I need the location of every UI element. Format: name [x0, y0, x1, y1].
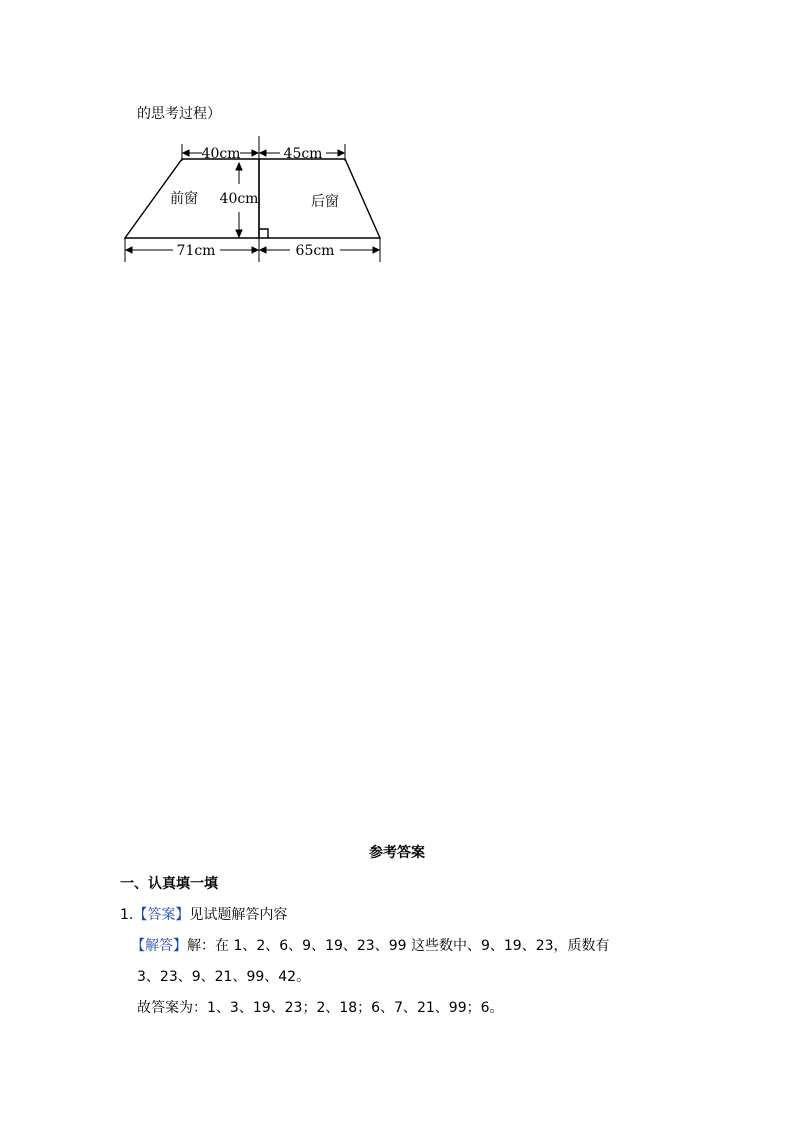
part-heading: 一、认真填一填 [120, 876, 218, 892]
intro-text: 的思考过程） [137, 106, 221, 122]
explain-text-1: 解：在 1、2、6、9、19、23、99 这些数中、9、19、23，质数有 [187, 938, 610, 954]
rear-window-label: 后窗 [311, 194, 339, 210]
car-window-diagram [118, 134, 388, 264]
bottom-left-dimension: 71cm [176, 243, 216, 259]
front-window-label: 前窗 [170, 191, 198, 207]
item-number: 1. [120, 907, 134, 923]
explanation-line-2: 3、23、9、21、99、42。 [137, 969, 311, 985]
answer-item-1 [120, 904, 287, 924]
explain-tag: 【解答】 [131, 938, 187, 954]
bottom-right-dimension: 65cm [295, 243, 335, 259]
top-right-dimension: 45cm [283, 146, 323, 162]
height-dimension: 40cm [219, 191, 259, 207]
explanation-line-1 [131, 935, 610, 955]
right-angle-mark [259, 229, 268, 238]
answer-section-title: 参考答案 [369, 845, 425, 861]
top-left-dimension: 40cm [201, 146, 241, 162]
conclusion-line: 故答案为：1、3、19、23；2、18；6、7、21、99；6。 [137, 1000, 504, 1016]
answer-text: 见试题解答内容 [189, 907, 288, 923]
answer-tag: 【答案】 [133, 907, 190, 923]
